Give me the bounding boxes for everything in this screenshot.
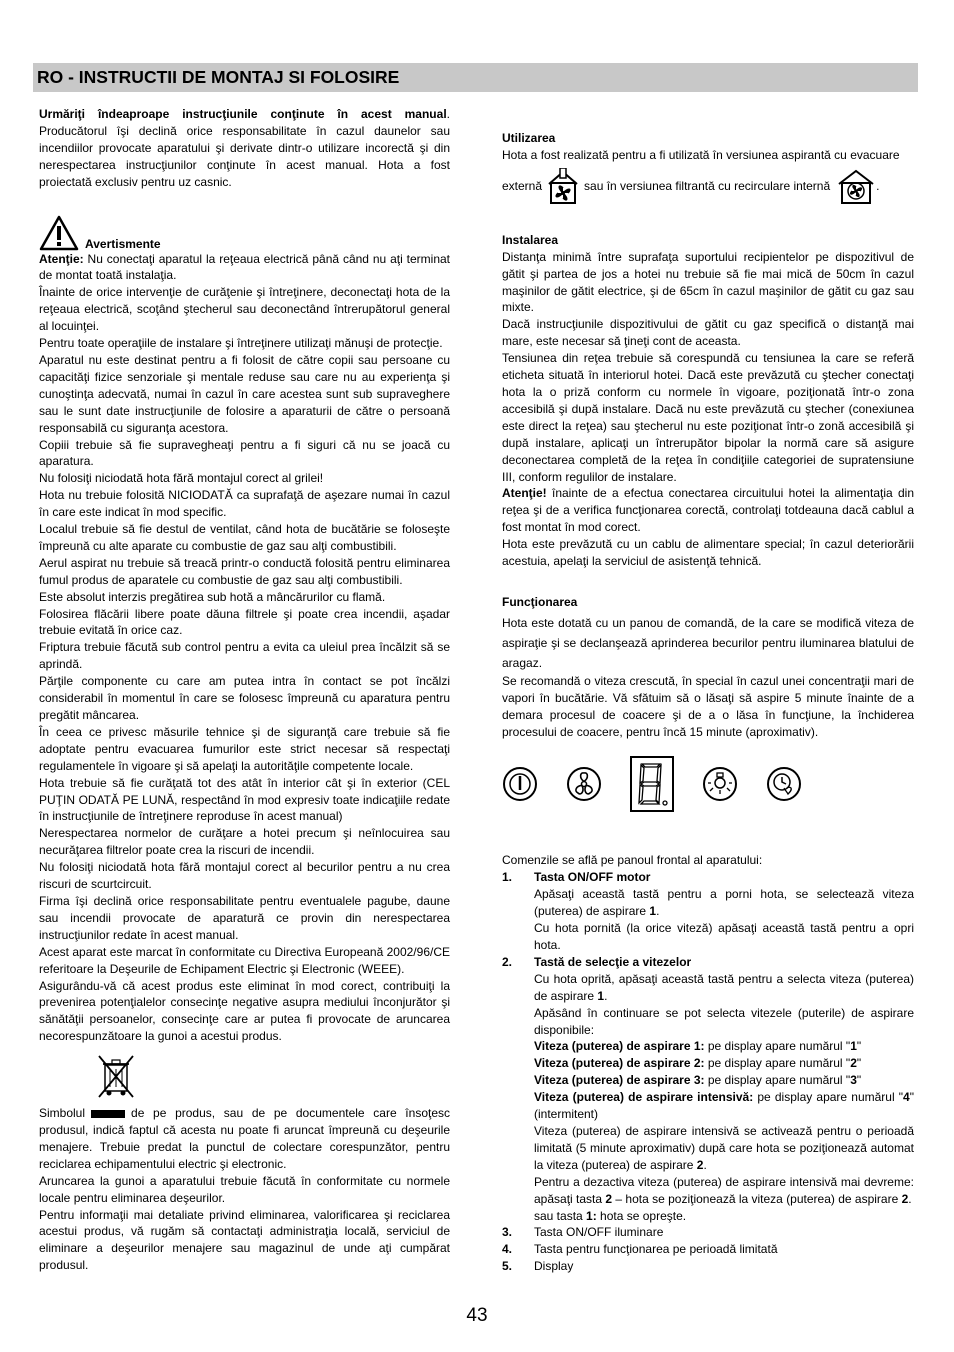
weee-symbol: [95, 1053, 450, 1099]
instalarea-paragraph: Distanţa minimă între suprafaţa suportului recipientelor pe dispozitivul de gătit şi partea de jos a hotei nu trebuie să fie mai mică de 50cm în cazul maşinilor de gătit electrice, şi de 65cm în cazul maşinilor de gătit cu gaz sau mixte.: [502, 249, 914, 315]
list-item: 3. Tasta ON/OFF iluminare: [502, 1225, 664, 1240]
fan-icon: [566, 766, 602, 802]
timer-icon: [766, 766, 802, 802]
utilizarea-text: Hota a fost realizată pentru a fi utilizată în versiunea aspirantă cu evacuare: [502, 147, 900, 162]
warning-paragraph: Nu folosiţi niciodată hota fără montajul corect al becurilor pentru a nu crea riscuri de scurtcircuit.: [39, 860, 450, 892]
closing-paragraph: Pentru informaţii mai detaliate privind eliminarea, valorificarea şi reciclarea acestui produs, vă rugăm să contactaţi administraţia locală, serviciul de eliminare a deşeurilor menajere sau magazinul de unde aţi cumpărat produsul.: [39, 1207, 450, 1273]
instalarea-paragraph: Dacă instrucţiunile dispozitivului de gătit cu gaz specifică o distanţă mai mare, este necesar să ţineţi cont de aceasta.: [502, 317, 914, 349]
ducted-extraction-icon: [546, 168, 580, 206]
warning-paragraph: Friptura trebuie făcută sub control pentru a evita ca uleiul prea încălzit să se aprindă.: [39, 640, 450, 672]
atentie-install-paragraph: Atenţie! înainte de a efectua conectarea circuitului hotei la alimentaţia din reţea şi de a verifica funcţionarea corectă, controlaţi totdeauna dacă cablul a fost montat în mod corect.: [502, 486, 914, 535]
fan-speed-button[interactable]: [566, 766, 602, 802]
page-number: 43: [466, 1305, 488, 1326]
utilizarea-title: Utilizarea: [502, 131, 556, 145]
functionarea-title: Funcţionarea: [502, 594, 578, 609]
black-bar-icon: [91, 1110, 125, 1118]
warning-paragraph: Asigurându-vă că acest produs este eliminat în mod corect, contribuiţi la prevenirea potenţialelor consecinţe negative asupra mediului înconjurător şi sănătăţii persoanelor, consecinţe care ar putea fi provocate de aruncarea necorespunzătoare la gunoi a acestui produs.: [39, 978, 450, 1044]
warning-paragraph: Înainte de orice intervenţie de curăţenie şi întreţinere, deconectaţi hota de la reţeaua electrică, scoţând ştecherul sau deconectând întrerupătorul general al locuinţei.: [39, 285, 450, 334]
warning-triangle-icon: [39, 215, 79, 251]
commands-intro: Comenzile se află pe panoul frontal al aparatului:: [502, 853, 763, 868]
cable-paragraph: Hota este prevăzută cu un cablu de alimentare special; în cazul deteriorării acestuia, apelaţi la serviciul de asistenţă tehnică.: [502, 537, 914, 569]
right-column: [502, 130, 914, 1275]
warning-paragraph: Aparatul nu este destinat pentru a fi folosit de către copii sau persoane cu capacităţi fizice senzoriale şi mentale reduse sau care nu au experienţa şi cunoştinţa adecvată, numai în cazul în care acestea sunt sub supraveghere sau le sunt date instrucţiunile de folosire a aparaturii de către o persoană responsabilă cu siguranţa acestora.: [39, 352, 450, 435]
display: [630, 756, 674, 812]
warning-paragraph: Acest aparat este marcat în conformitate cu Directiva Europeană 2002/96/CE referitoare la Deşeurile de Echipament Electric şi Electronic (WEEE).: [39, 944, 450, 976]
warning-paragraph: Aerul aspirat nu trebuie să treacă printr-o conductă folosită pentru eliminarea fumul produs de aparatele cu combustie de gaz sau alţi combustibili.: [39, 555, 450, 587]
list-item-title: Tasta ON/OFF motor: [534, 870, 651, 885]
list-item: 2. Tastă de selecţie a vitezelor Cu hota oprită, apăsaţi această tastă pentru a selecta viteza (puterea) de aspirare 1. Apăsând în continuare se pot selecta vitezele (puterile) de aspirare disponibile: Viteza (puterea) de aspirare 1: pe display apare numărul "1" Viteza (puterea) de aspirare 2: pe display apare numărul "2" Viteza (puterea) de aspirare 3: pe display apare numărul "3" Viteza (puterea) de aspirare intensivă: pe display apare numărul "4" (intermitent) Viteza (puterea) de aspirare intensivă se activează pentru o perioadă limitată (5 minute aproximativ) după care hota se poziţionează automat la viteza (puterea) de aspirare 2. Pentru a dezactiva viteza (puterea) de aspirare intensivă mai devreme: apăsaţi tasta 2 – hota se poziţionează la viteza (puterea) de aspirare 2. sau tasta 1: hota se opreşte.: [502, 954, 914, 1223]
recommend-paragraph: Se recomandă o viteza crescută, în special în cazul unei concentraţii mari de vapori în bucătărie. Vă sfătuim să o lăsaţi să aspire 5 minute înainte de a demara procesul de coacere şi de a o lăsa în funcţiune, la închiderea procesului de coacere, pentru încă 15 minute (aproximativ).: [502, 673, 914, 739]
instalarea-paragraph: Tensiunea din reţea trebuie să corespundă cu tensiunea la care se referă eticheta situată în interiorul hotei. Dacă este prevăzută cu ştecher conectaţi hota la o priză conform cu normele în vigoare, poziţionată într-o zona accesibilă şi după instalare. Dacă nu este prevăzută cu ştecher (conexiunea este direct la reţea) sau ştecherul nu este poziţionat într-o zonă accesibilă şi după instalare, aplicaţi un întrerupător bipolar la normă care să asigure deconectarea completă de la reţea în condiţiile categoriei de supratensiune III, conform regulilor de instalare.: [502, 351, 914, 484]
control-panel: [502, 756, 914, 812]
warning-paragraph: Părţile componente cu care am putea intra în contact se pot încălzi considerabil în momentul în care se folosesc împreună cu aparatura pentru pregătit mâncarea.: [39, 674, 450, 722]
symbol-paragraph: Simbolul de pe produs, sau de pe documentele care însoţesc produsul, indică faptul că acesta nu poate fi aruncat împreună cu deşeurile menajere. Trebuie predat la punctul de colectare corespunzător, pentru reciclarea echipamentului electric şi electronic.: [39, 1106, 450, 1171]
light-bulb-icon: [702, 766, 738, 802]
seven-segment-display-icon: [630, 756, 674, 812]
warning-paragraph: În ceea ce privesc măsurile tehnice şi de siguranţă care trebuie să fie adoptate pentru evacuarea fumurilor este strict necesar să respectaţi regulamentele în vigoare şi să apelaţi la autorităţile competente locale.: [39, 724, 450, 773]
power-button[interactable]: [502, 766, 538, 802]
warning-paragraph: Firma îşi declină orice responsabilitate pentru eventualele pagube, daune sau incendii provocate de aparatură ce provin din nerespectarea instrucţiunilor redate în acest manual.: [39, 893, 450, 942]
section-header: [33, 63, 918, 92]
warnings-title: Avertismente: [85, 236, 161, 251]
recirculation-icon: [836, 168, 876, 206]
intro-paragraph: Urmăriţi îndeaproape instrucţiunile conţinute în acest manual. Producătorul îşi declină orice responsabilitate în cazul daunelor sau incendiilor provocate aparatului şi derivate dintr-o utilizare incorectă şi din nerespectarea instrucţiunilor conţinute în acest manual. Hota a fost proiectată exclusiv pentru uz casnic.: [39, 107, 450, 189]
light-button[interactable]: [702, 766, 738, 802]
instalarea-title: Instalarea: [502, 232, 559, 247]
atentie-paragraph: Atenţie: Nu conectaţi aparatul la reţeaua electrică până când nu aţi terminat de montat toată instalaţia.: [39, 251, 450, 283]
warning-paragraph: Hota nu trebuie folosită NICIODATĂ ca suprafaţă de aşezare numai în cazul în care este indicat în mod specific.: [39, 488, 450, 520]
list-item-title: Tastă de selecţie a vitezelor: [534, 954, 692, 969]
warning-paragraph: Localul trebuie să fie destul de ventilat, când hota de bucătărie se foloseşte împreună cu alte aparate cu combustie de gaz sau alţi combustibili.: [39, 522, 450, 553]
warning-paragraph: Nerespectarea normelor de curăţare a hotei precum şi neînlocuirea sau necurăţarea filtrelor poate crea la riscuri de incendii.: [39, 826, 450, 858]
list-item: 5. Display: [502, 1259, 574, 1274]
list-item: 1. Tasta ON/OFF motor Apăsaţi această tastă pentru a porni hota, se selectează viteza (puterea) de aspirare 1. Cu hota pornită (la orice viteză) apăsaţi această tastă pentru a opri hota.: [502, 870, 914, 952]
warning-paragraph: Nu folosiţi niciodată hota fără montajul corect al grilei!: [39, 471, 324, 486]
warnings-heading: [39, 215, 450, 251]
power-icon: [502, 766, 538, 802]
list-item: 4. Tasta pentru funcţionarea pe perioadă limitată: [502, 1242, 778, 1257]
warning-paragraph: Hota trebuie să fie curăţată tot des atât în interior cât şi în exterior (CEL PUŢIN ODATĂ PE LUNĂ, respectând în mod expresiv toate indicaţiile redate în instrucţiunile de întreţinere reproduse în acest manual): [39, 775, 450, 824]
crossed-out-bin-icon: [95, 1053, 137, 1099]
warning-paragraph: Copiii trebuie să fie supravegheaţi pentru a fi siguri că nu se joacă cu aparatura.: [39, 437, 450, 469]
warning-paragraph: Este absolut interzis pregătirea sub hotă a mâncărurilor cu flamă.: [39, 589, 386, 604]
closing-paragraph: Aruncarea la gunoi a aparatului trebuie făcută în conformitate cu normele locale pentru eliminarea deşeurilor.: [39, 1173, 450, 1205]
warning-paragraph: Folosirea flăcării libere poate dăuna filtrele şi poate crea incendii, aşadar trebuie evitată în orice caz.: [39, 606, 450, 638]
version-icons-row: externă sau în versiunea filtrantă cu recirculare internă .: [502, 168, 914, 206]
left-column: [39, 106, 450, 1274]
functionarea-paragraph: Hota este dotată cu un panou de comandă, de la care se modifică viteza de aspiraţie şi se declanşează aprinderea becurilor pentru iluminarea blatului de aragaz.: [502, 615, 914, 670]
page-title: RO - INSTRUCTII DE MONTAJ SI FOLOSIRE: [37, 67, 400, 87]
timer-button[interactable]: [766, 766, 802, 802]
warning-paragraph: Pentru toate operaţiile de instalare şi întreţinere utilizaţi mănuşi de protecţie.: [39, 336, 443, 351]
